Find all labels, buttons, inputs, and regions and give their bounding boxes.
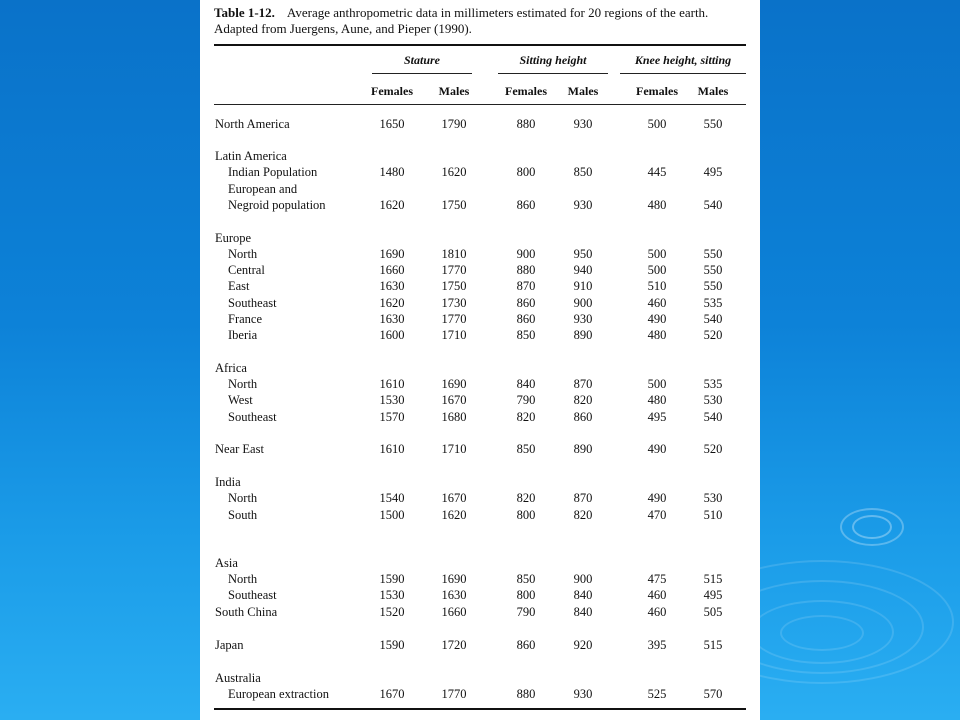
table-cell: 490: [647, 491, 667, 505]
row-label: Southeast: [228, 296, 277, 310]
table-cell: 500: [647, 117, 667, 131]
table-cell: 490: [647, 442, 667, 456]
row-label: South China: [215, 605, 278, 619]
table-cell: 870: [516, 279, 536, 293]
table-cell: 395: [647, 638, 667, 652]
table-cell: 1730: [441, 296, 467, 310]
table-cell: 1520: [379, 605, 405, 619]
row-label: East: [228, 279, 250, 293]
table-cell: 500: [647, 263, 667, 277]
column-subheader: Males: [438, 84, 470, 98]
row-label: Southeast: [228, 588, 277, 602]
table-cell: 1770: [441, 312, 467, 326]
table-cell: 880: [516, 117, 536, 131]
table-cell: 1750: [441, 279, 467, 293]
table-cell: 800: [516, 165, 536, 179]
table-cell: 930: [573, 312, 593, 326]
table-cell: 445: [647, 165, 667, 179]
table-cell: 530: [703, 393, 723, 407]
column-subheader: Females: [371, 84, 413, 98]
table-cell: 820: [573, 508, 593, 522]
row-label: Iberia: [228, 328, 258, 342]
column-subheader: Males: [567, 84, 599, 98]
table-cell: 1590: [379, 572, 405, 586]
table-cell: 515: [703, 572, 723, 586]
table-cell: 860: [516, 198, 536, 212]
table-cell: 535: [703, 377, 723, 391]
row-label: North America: [215, 117, 290, 131]
table-cell: 510: [703, 508, 723, 522]
table-cell: 1630: [379, 312, 405, 326]
row-label: Negroid population: [228, 198, 326, 212]
table-cell: 460: [647, 296, 667, 310]
table-cell: 540: [703, 198, 723, 212]
table-cell: 500: [647, 377, 667, 391]
table-cell: 480: [647, 198, 667, 212]
table-cell: 1690: [379, 247, 405, 261]
row-label: Europe: [215, 231, 252, 245]
table-cell: 495: [703, 165, 723, 179]
table-cell: 535: [703, 296, 723, 310]
table-cell: 840: [516, 377, 536, 391]
row-label: Asia: [215, 556, 238, 570]
table-cell: 1690: [441, 572, 467, 586]
table-cell: 870: [573, 377, 593, 391]
top-rule: [214, 44, 746, 46]
row-label: Indian Population: [228, 165, 318, 179]
table-cell: 900: [516, 247, 536, 261]
column-group-header: Stature: [403, 53, 440, 67]
table-cell: 930: [573, 117, 593, 131]
table-cell: 550: [703, 263, 723, 277]
table-cell: 490: [647, 312, 667, 326]
row-label: Australia: [215, 671, 261, 685]
table-cell: 800: [516, 508, 536, 522]
row-label: Africa: [215, 361, 247, 375]
row-label: Japan: [215, 638, 244, 652]
table-cell: 550: [703, 247, 723, 261]
table-cell: 540: [703, 410, 723, 424]
table-cell: 570: [703, 687, 723, 701]
table-cell: 900: [573, 572, 593, 586]
table-cell: 1610: [379, 442, 405, 456]
row-label: West: [228, 393, 253, 407]
table-cell: 1620: [379, 296, 405, 310]
table-cell: 480: [647, 328, 667, 342]
table-cell: 1540: [379, 491, 405, 505]
row-label: European and: [228, 182, 298, 196]
row-label: Central: [228, 263, 265, 277]
table-cell: 540: [703, 312, 723, 326]
table-label: Table 1-12.: [214, 5, 275, 20]
table-cell: 850: [516, 442, 536, 456]
table-cell: 930: [573, 687, 593, 701]
table-cell: 1710: [441, 328, 467, 342]
table-cell: 1600: [379, 328, 405, 342]
table-cell: 1530: [379, 393, 405, 407]
table-cell: 870: [573, 491, 593, 505]
table-cell: 1500: [379, 508, 405, 522]
table-cell: 1810: [441, 247, 467, 261]
table-cell: 1620: [379, 198, 405, 212]
table-cell: 850: [573, 165, 593, 179]
table-cell: 1770: [441, 263, 467, 277]
table-cell: 850: [516, 572, 536, 586]
table-cell: 790: [516, 393, 536, 407]
table-caption-text: Average anthropometric data in millimeters estimated for 20 regions of the earth. Adapted from Juergens, Aune, and Pieper (1990).: [214, 5, 709, 36]
row-label: North: [228, 572, 258, 586]
table-cell: 1660: [379, 263, 405, 277]
table-cell: 1710: [441, 442, 467, 456]
ripple-decoration: [760, 500, 960, 720]
table-cell: 1610: [379, 377, 405, 391]
table-cell: 790: [516, 605, 536, 619]
table-cell: 800: [516, 588, 536, 602]
row-label: North: [228, 491, 258, 505]
document-page: [200, 0, 760, 720]
table-cell: 550: [703, 279, 723, 293]
table-cell: 860: [516, 312, 536, 326]
table-cell: 505: [703, 605, 723, 619]
column-subheader: Females: [636, 84, 678, 98]
column-group-rule: [498, 73, 608, 74]
table-cell: 840: [573, 588, 593, 602]
table-cell: 525: [647, 687, 667, 701]
column-subheader: Males: [697, 84, 729, 98]
table-cell: 500: [647, 247, 667, 261]
table-cell: 850: [516, 328, 536, 342]
row-label: European extraction: [228, 687, 329, 701]
table-cell: 495: [647, 410, 667, 424]
table-cell: 1620: [441, 508, 467, 522]
column-group-header: Knee height, sitting: [634, 53, 732, 67]
row-label: India: [215, 475, 241, 489]
row-label: Latin America: [215, 149, 287, 163]
table-cell: 520: [703, 442, 723, 456]
row-label: Near East: [215, 442, 264, 456]
table-cell: 550: [703, 117, 723, 131]
table-cell: 1630: [441, 588, 467, 602]
column-group-rule: [372, 73, 472, 74]
header-rule: [214, 104, 746, 105]
table-cell: 1650: [379, 117, 405, 131]
row-label: North: [228, 377, 258, 391]
table-cell: 530: [703, 491, 723, 505]
column-group-header: Sitting height: [519, 53, 587, 67]
table-cell: 860: [516, 638, 536, 652]
table-cell: 1480: [379, 165, 405, 179]
table-cell: 930: [573, 198, 593, 212]
table-cell: 475: [647, 572, 667, 586]
table-cell: 1630: [379, 279, 405, 293]
table-cell: 920: [573, 638, 593, 652]
table-cell: 1660: [441, 605, 467, 619]
table-cell: 860: [516, 296, 536, 310]
table-cell: 480: [647, 393, 667, 407]
table-cell: 470: [647, 508, 667, 522]
row-label: Southeast: [228, 410, 277, 424]
table-cell: 1670: [379, 687, 405, 701]
table-cell: 495: [703, 588, 723, 602]
table-cell: 1670: [441, 491, 467, 505]
table-cell: 1690: [441, 377, 467, 391]
table-cell: 820: [516, 491, 536, 505]
row-label: South: [228, 508, 258, 522]
table-cell: 1720: [441, 638, 467, 652]
table-cell: 950: [573, 247, 593, 261]
table-cell: 1530: [379, 588, 405, 602]
table-cell: 1770: [441, 687, 467, 701]
table-cell: 520: [703, 328, 723, 342]
table-cell: 1620: [441, 165, 467, 179]
table-cell: 1680: [441, 410, 467, 424]
table-cell: 890: [573, 442, 593, 456]
table-cell: 840: [573, 605, 593, 619]
column-group-rule: [620, 73, 746, 74]
table-cell: 940: [573, 263, 593, 277]
table-cell: 1570: [379, 410, 405, 424]
row-label: France: [228, 312, 263, 326]
table-cell: 460: [647, 588, 667, 602]
table-cell: 880: [516, 687, 536, 701]
table-cell: 1750: [441, 198, 467, 212]
table-cell: 515: [703, 638, 723, 652]
table-cell: 1590: [379, 638, 405, 652]
table-cell: 890: [573, 328, 593, 342]
row-label: North: [228, 247, 258, 261]
table-cell: 910: [573, 279, 593, 293]
table-cell: 820: [573, 393, 593, 407]
table-cell: 820: [516, 410, 536, 424]
table-cell: 860: [573, 410, 593, 424]
table-cell: 1670: [441, 393, 467, 407]
table-caption: [214, 5, 744, 37]
column-subheader: Females: [505, 84, 547, 98]
table-cell: 880: [516, 263, 536, 277]
table-cell: 900: [573, 296, 593, 310]
table-cell: 510: [647, 279, 667, 293]
table-cell: 1790: [441, 117, 467, 131]
bottom-rule: [214, 708, 746, 710]
table-cell: 460: [647, 605, 667, 619]
